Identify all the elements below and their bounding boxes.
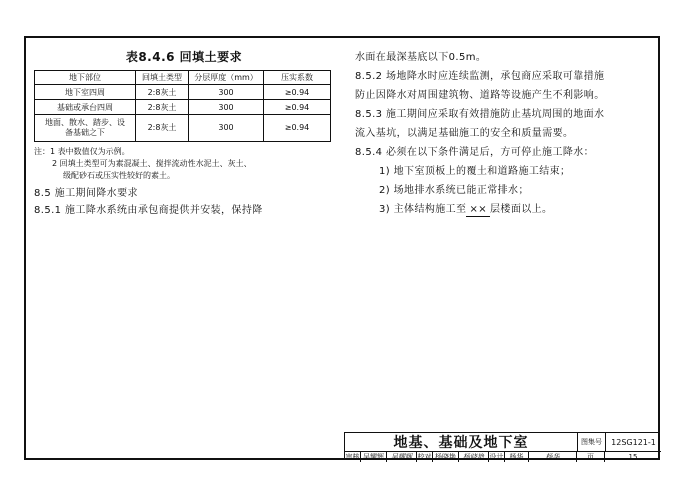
review-signature: 吴耀辉 xyxy=(387,452,417,462)
table-notes xyxy=(34,146,334,182)
note-1: 注：1 表中数值仅为示例。 xyxy=(34,147,130,156)
cell-thickness: 300 xyxy=(189,115,264,142)
col-header-compaction: 压实系数 xyxy=(264,71,331,85)
page-number: 15 xyxy=(628,453,638,461)
cell-thickness: 300 xyxy=(189,100,264,115)
table-title: 表8.4.6 回填土要求 xyxy=(125,50,243,64)
col-header-soil-type: 回填土类型 xyxy=(136,71,189,85)
col-header-location: 地下部位 xyxy=(35,71,136,85)
cell-soil-type: 2:8灰土 xyxy=(136,85,189,100)
check-signature: 杨晓艳 xyxy=(459,452,489,462)
table-row xyxy=(35,100,331,115)
table-row xyxy=(35,115,331,142)
clause-8-5-1-line1: 8.5.1 施工降水系统由承包商提供并安装，保持降 xyxy=(34,205,263,216)
cell-soil-type: 2:8灰土 xyxy=(136,100,189,115)
clause-8-5-1-line2: 水面在最深基底以下0.5m。 xyxy=(355,52,487,63)
check-name: 杨晓艳 xyxy=(433,452,459,462)
clause-8-5-4: 8.5.4 必须在以下条件满足后，方可停止施工降水： xyxy=(355,147,595,158)
right-column xyxy=(355,48,655,219)
condition-item-3 xyxy=(355,200,655,219)
cell-location: 地下室四周 xyxy=(35,85,136,100)
table-header-row xyxy=(35,71,331,85)
condition-item-1: 1) 地下室顶板上的覆土和道路施工结束； xyxy=(379,166,571,177)
cell-soil-type: 2:8灰土 xyxy=(136,115,189,142)
condition-item-2: 2) 场地排水系统已能正常排水； xyxy=(379,185,529,196)
clause-8-5-3-line1: 8.5.3 施工期间应采取有效措施防止基坑周围的地面水 xyxy=(355,109,605,120)
signature-row xyxy=(345,451,661,462)
cell-compaction: ≥0.94 xyxy=(264,85,331,100)
title-block xyxy=(344,432,660,460)
backfill-table xyxy=(34,70,331,142)
review-name: 吴耀辉 xyxy=(361,452,387,462)
col-header-layer-thickness: 分层厚度（mm） xyxy=(189,71,264,85)
cell-compaction: ≥0.94 xyxy=(264,115,331,142)
title-block-title: 地基、基础及地下室 xyxy=(393,435,529,451)
note-2-continued: 级配砂石或压实性较好的素土。 xyxy=(63,171,175,180)
cell-compaction: ≥0.94 xyxy=(264,100,331,115)
condition-item-3-prefix: 3) 主体结构施工至 xyxy=(379,204,467,215)
design-signature: 杨华 xyxy=(529,452,577,462)
atlas-number: 12SG121-1 xyxy=(605,433,661,451)
left-column xyxy=(34,48,334,219)
page-label: 页 xyxy=(577,452,605,462)
check-label: 校对 xyxy=(417,453,432,461)
section-heading: 8.5 施工期间降水要求 xyxy=(34,188,138,199)
design-name: 杨华 xyxy=(505,452,529,462)
condition-item-3-suffix: 层楼面以上。 xyxy=(490,204,553,215)
review-label: 审核 xyxy=(345,453,360,461)
cell-location: 基础或承台四周 xyxy=(35,100,136,115)
atlas-number-label: 图集号 xyxy=(577,433,605,451)
table-row xyxy=(35,85,331,100)
cell-thickness: 300 xyxy=(189,85,264,100)
floor-fill-blank: ×× xyxy=(466,204,490,217)
clause-8-5-2-line1: 8.5.2 场地降水时应连续监测，承包商应采取可靠措施 xyxy=(355,71,605,82)
note-2: 2 回填土类型可为素混凝土、搅拌流动性水泥土、灰土、 xyxy=(52,159,252,168)
clause-8-5-2-line2: 防止因降水对周围建筑物、道路等设施产生不利影响。 xyxy=(355,90,605,101)
clause-8-5-3-line2: 流入基坑，以满足基础施工的安全和质量需要。 xyxy=(355,128,574,139)
design-label: 设计 xyxy=(489,453,504,461)
cell-location: 地面、散水、踏步、设备基础之下 xyxy=(35,115,136,142)
